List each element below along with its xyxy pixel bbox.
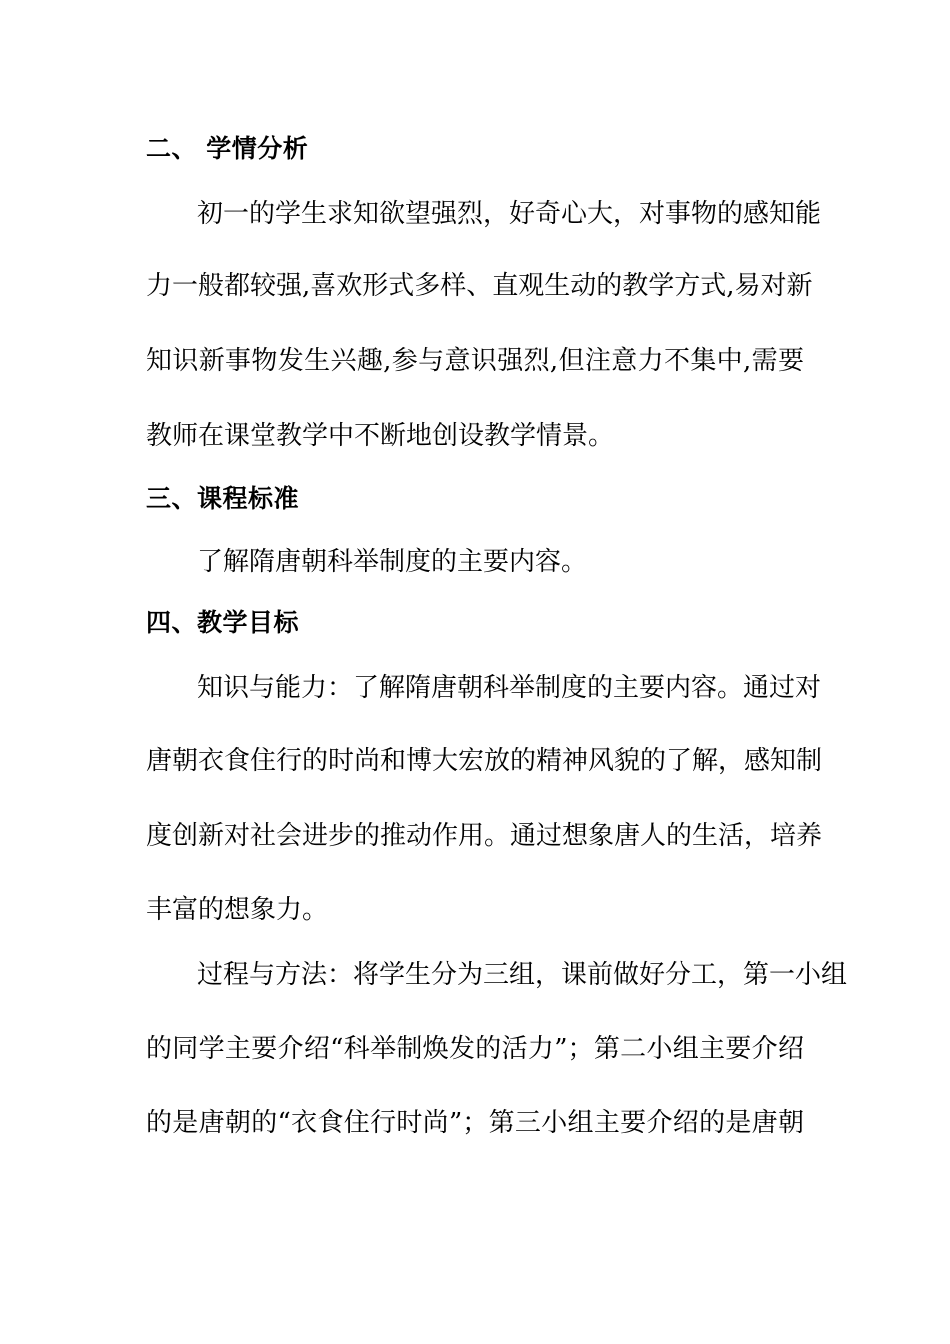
paragraph-line: 度创新对社会进步的推动作用。通过想象唐人的生活，培养 xyxy=(146,821,823,851)
paragraph-line: 的是唐朝的“衣食住行时尚”；第三小组主要介绍的是唐朝 xyxy=(146,1108,804,1138)
section-heading-learning-analysis: 二、 学情分析 xyxy=(146,134,309,163)
paragraph-line: 初一的学生求知欲望强烈，好奇心大，对事物的感知能 xyxy=(197,199,822,229)
paragraph-line: 知识新事物发生兴趣,参与意识强烈,但注意力不集中,需要 xyxy=(146,346,804,376)
paragraph-line: 过程与方法：将学生分为三组，课前做好分工，第一小组 xyxy=(197,960,848,990)
paragraph-line: 力一般都较强,喜欢形式多样、直观生动的教学方式,易对新 xyxy=(146,271,813,301)
paragraph-line: 知识与能力：了解隋唐朝科举制度的主要内容。通过对 xyxy=(197,673,822,703)
section-heading-curriculum-standard: 三、课程标准 xyxy=(146,484,300,513)
paragraph-line: 丰富的想象力。 xyxy=(146,895,329,925)
paragraph-line: 了解隋唐朝科举制度的主要内容。 xyxy=(197,547,588,577)
paragraph-line: 的同学主要介绍“科举制焕发的活力”；第二小组主要介绍 xyxy=(146,1034,804,1064)
paragraph-line: 教师在课堂教学中不断地创设教学情景。 xyxy=(146,421,615,451)
section-heading-teaching-goals: 四、教学目标 xyxy=(146,608,300,637)
paragraph-line: 唐朝衣食住行的时尚和博大宏放的精神风貌的了解，感知制 xyxy=(146,746,823,776)
